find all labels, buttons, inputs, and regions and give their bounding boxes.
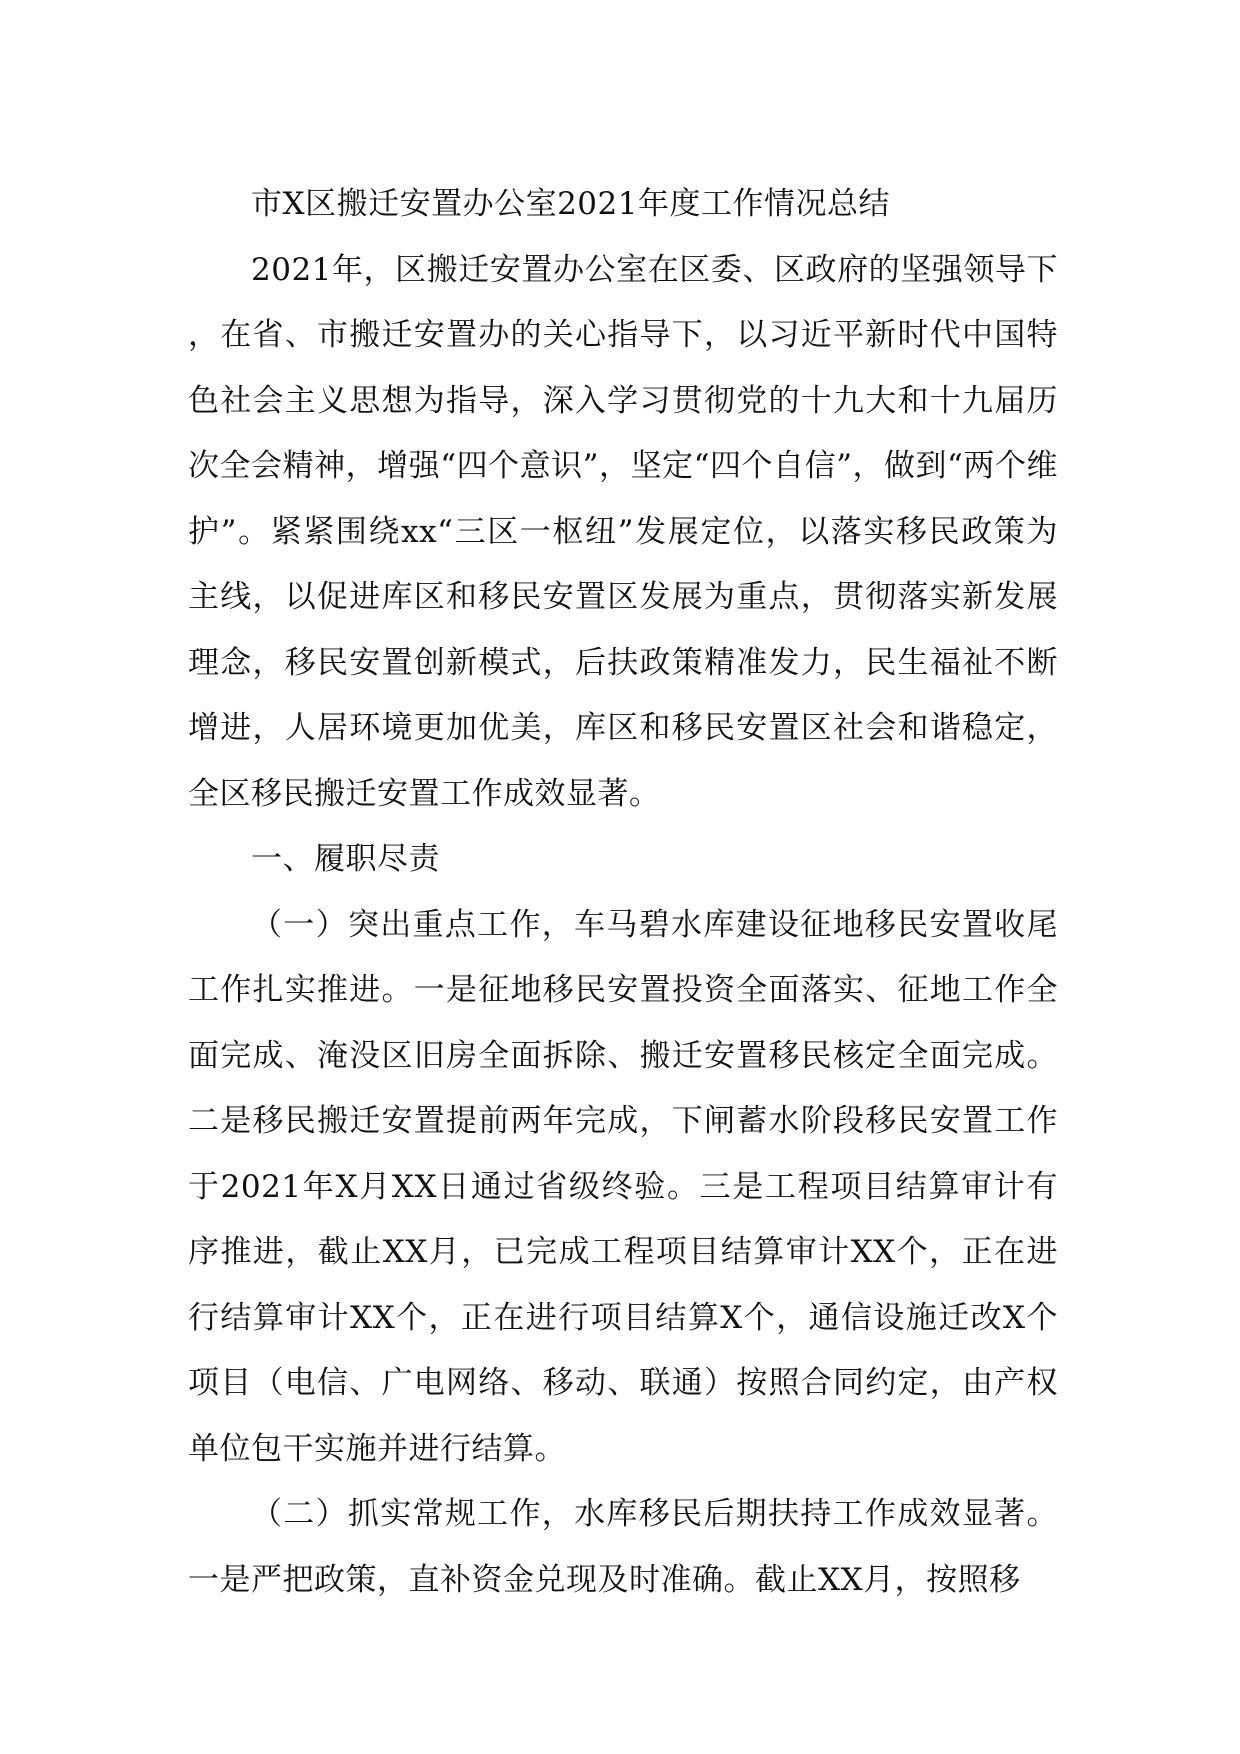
document-title: 市X区搬迁安置办公室2021年度工作情况总结 xyxy=(251,186,890,222)
paragraph-subsection-1: （一）突出重点工作，车马碧水库建设征地移民安置收尾工作扎实推进。一是征地移民安置投资全面落实、征地工作全面完成、淹没区旧房全面拆除、搬迁安置移民核定全面完成。二是移民搬迁安置提前两年完成，下闸蓄水阶段移民安置工作于2021年X月XX日通过省级终验。三是工程项目结算审计有序推进，截止XX月，已完成工程项目结算审计XX个，正在进行结算审计XX个，正在进行项目结算X个，通信设施迁改X个项目（电信、广电网络、移动、联通）按照合同约定，由产权单位包干实施并进行结算。 xyxy=(188,906,1058,1467)
document-body xyxy=(188,172,1058,1613)
paragraph-intro: 2021年，区搬迁安置办公室在区委、区政府的坚强领导下，在省、市搬迁安置办的关心指导下，以习近平新时代中国特色社会主义思想为指导，深入学习贯彻党的十九大和十九届历次全会精神，增强“四个意识”，坚定“四个自信”，做到“两个维护”。紧紧围绕xx“三区一枢纽”发展定位，以落实移民政策为主线，以促进库区和移民安置区发展为重点，贯彻落实新发展理念，移民安置创新模式，后扶政策精准发力，民生福祉不断增进，人居环境更加优美，库区和移民安置区社会和谐稳定，全区移民搬迁安置工作成效显著。 xyxy=(188,251,1058,812)
section-heading-1: 一、履职尽责 xyxy=(251,841,440,877)
paragraph-subsection-2: （二）抓实常规工作，水库移民后期扶持工作成效显著。一是严把政策，直补资金兑现及时准确。截止XX月，按照移 xyxy=(188,1496,1058,1598)
